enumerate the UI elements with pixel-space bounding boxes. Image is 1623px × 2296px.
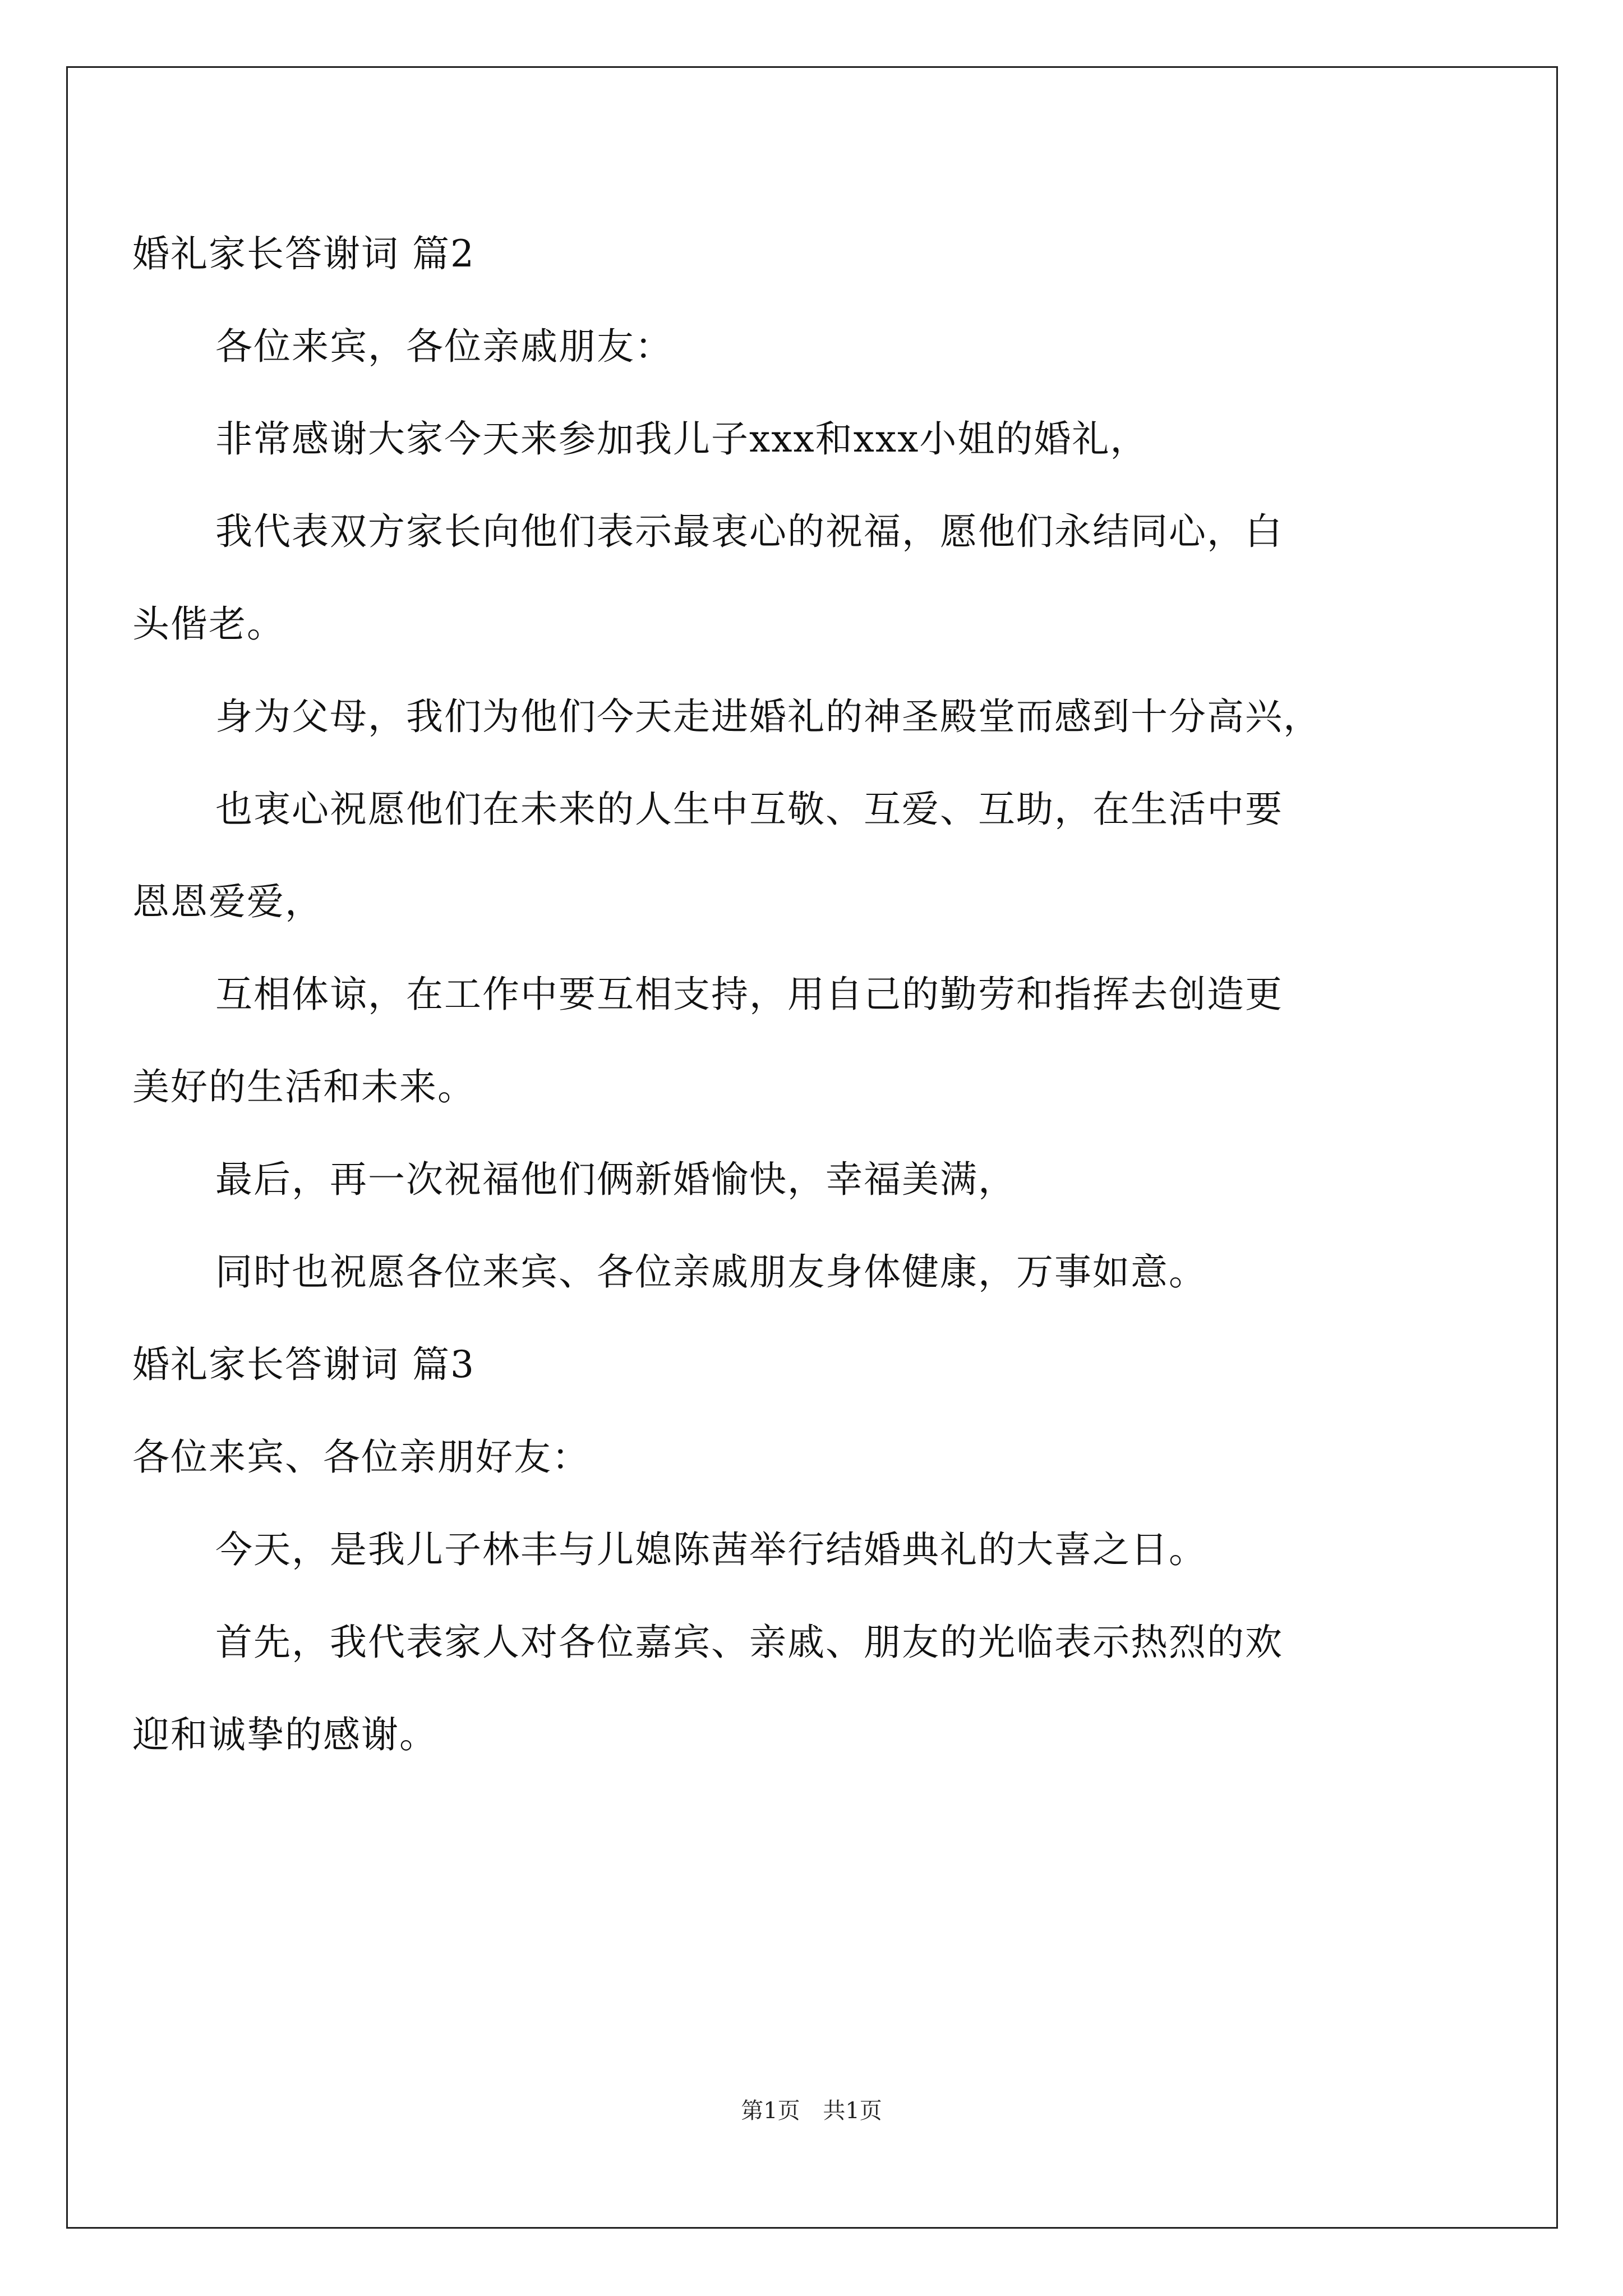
- paragraph-line: 同时也祝愿各位来宾、各位亲戚朋友身体健康，万事如意。: [215, 1250, 1207, 1294]
- paragraph-line: 首先，我代表家人对各位嘉宾、亲戚、朋友的光临表示热烈的欢: [215, 1621, 1283, 1664]
- paragraph-line: 最后，再一次祝福他们俩新婚愉快，幸福美满，: [215, 1158, 1016, 1201]
- paragraph-line: 美好的生活和未来。: [132, 1065, 476, 1108]
- paragraph-line: 各位来宾、各位亲朋好友：: [132, 1435, 590, 1479]
- page-total: 共1页: [823, 2098, 882, 2124]
- paragraph-line: 非常感谢大家今天来参加我儿子xxx和xxx小姐的婚礼，: [215, 417, 1149, 461]
- paragraph-line: 互相体谅，在工作中要互相支持，用自己的勤劳和指挥去创造更: [215, 973, 1283, 1016]
- paragraph-line: 头偕老。: [132, 602, 285, 646]
- paragraph-line: 身为父母，我们为他们今天走进婚礼的神圣殿堂而感到十分高兴，: [215, 695, 1321, 738]
- section-title-2: 婚礼家长答谢词 篇2: [132, 232, 475, 275]
- page-number: 第1页: [741, 2098, 800, 2124]
- document-body: [132, 208, 1433, 1781]
- section-title-3: 婚礼家长答谢词 篇3: [132, 1343, 475, 1386]
- paragraph-line: 今天，是我儿子林丰与儿媳陈茜举行结婚典礼的大喜之日。: [215, 1528, 1207, 1571]
- paragraph-line: 迎和诚挚的感谢。: [132, 1713, 437, 1756]
- paragraph-line: 恩恩爱爱，: [132, 880, 323, 923]
- paragraph-line: 也衷心祝愿他们在未来的人生中互敬、互爱、互助，在生活中要: [215, 788, 1283, 831]
- page-footer: [0, 2097, 1623, 2125]
- paragraph-line: 我代表双方家长向他们表示最衷心的祝福，愿他们永结同心，白: [215, 510, 1283, 553]
- paragraph-line: 各位来宾，各位亲戚朋友：: [215, 325, 673, 368]
